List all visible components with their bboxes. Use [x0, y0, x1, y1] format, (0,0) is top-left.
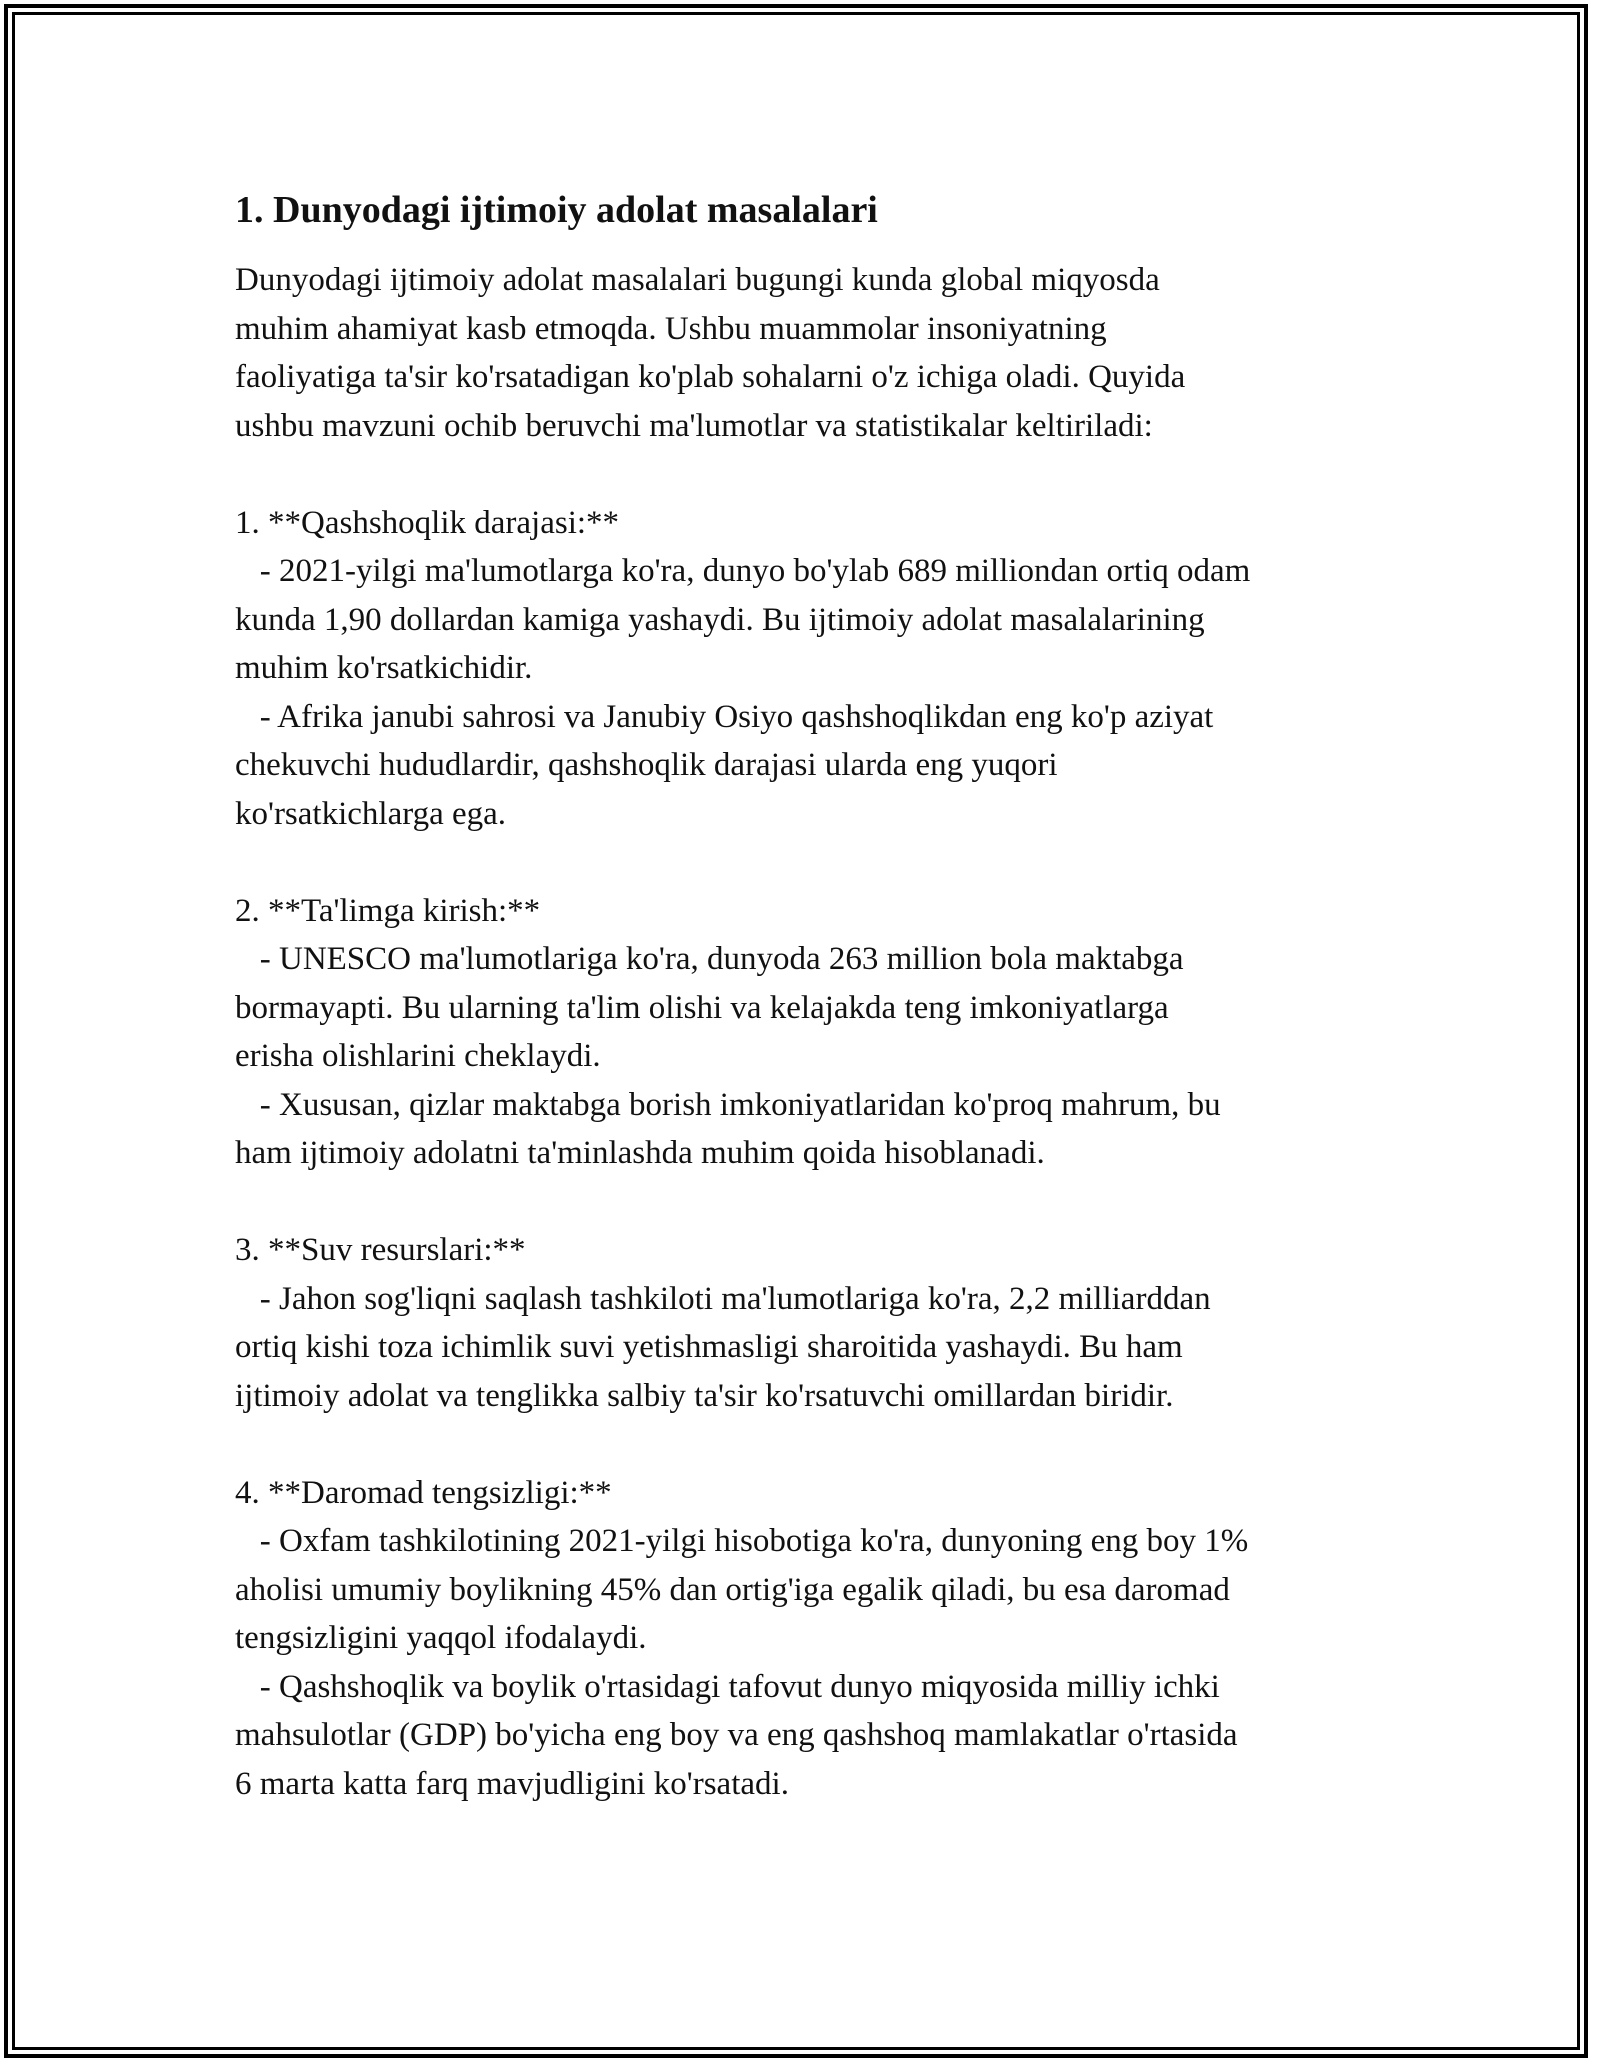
document-heading: 1. Dunyodagi ijtimoiy adolat masalalari: [235, 189, 878, 231]
section-title: 1. **Qashshoqlik darajasi:**: [235, 504, 620, 541]
section-title: 2. **Ta'limga kirish:**: [235, 892, 541, 929]
section-bullet: - Afrika janubi sahrosi va Janubiy Osiyo qashshoqlikdan eng ko'p aziyat chekuvchi hududlardir, qashshoqlik darajasi ularda eng yuqori ko'rsatkichlarga ega.: [235, 698, 1214, 832]
section-water: [235, 1226, 1375, 1420]
section-poverty: [235, 499, 1375, 839]
document-body: [235, 186, 1375, 1808]
section-bullet: - UNESCO ma'lumotlariga ko'ra, dunyoda 263 million bola maktabga bormayapti. Bu ularning ta'lim olishi va kelajakda teng imkoniyatlarga erisha olishlarini cheklaydi.: [235, 941, 1184, 1074]
section-bullet: - Xususan, qizlar maktabga borish imkoniyatlaridan ko'proq mahrum, bu ham ijtimoiy adolatni ta'minlashda muhim qoida hisoblanadi.: [235, 1086, 1221, 1171]
intro-paragraph: Dunyodagi ijtimoiy adolat masalalari bugungi kunda global miqyosda muhim ahamiyat kasb etmoqda. Ushbu muammolar insoniyatning faoliyatiga ta'sir ko'rsatadigan ko'plab sohalarni o'z ichiga oladi. Quyida ushbu mavzuni ochib beruvchi ma'lumotlar va statistikalar keltiriladi:: [235, 262, 1186, 444]
section-income: [235, 1469, 1375, 1809]
section-title: 3. **Suv resurslari:**: [235, 1232, 526, 1268]
section-bullet: - 2021-yilgi ma'lumotlarga ko'ra, dunyo bo'ylab 689 milliondan ortiq odam kunda 1,90 dollardan kamiga yashaydi. Bu ijtimoiy adolat masalalarining muhim ko'rsatkichidir.: [235, 553, 1251, 686]
section-education: [235, 887, 1375, 1178]
section-bullet: - Qashshoqlik va boylik o'rtasidagi tafovut dunyo miqyosida milliy ichki mahsulotlar (GDP) bo'yicha eng boy va eng qashshoq mamlakatlar o'rtasida 6 marta katta farq mavjudligini ko'rsatadi.: [235, 1668, 1238, 1802]
section-title: 4. **Daromad tengsizligi:**: [235, 1474, 612, 1511]
section-bullet: - Oxfam tashkilotining 2021-yilgi hisobotiga ko'ra, dunyoning eng boy 1% aholisi umumiy boylikning 45% dan ortig'iga egalik qiladi, bu esa daromad tengsizligini yaqqol ifodalaydi.: [235, 1523, 1249, 1656]
section-bullet: - Jahon sog'liqni saqlash tashkiloti ma'lumotlariga ko'ra, 2,2 milliarddan ortiq kishi toza ichimlik suvi yetishmasligi sharoitida yashaydi. Bu ham ijtimoiy adolat va tenglikka salbiy ta'sir ko'rsatuvchi omillardan biridir.: [235, 1280, 1211, 1414]
